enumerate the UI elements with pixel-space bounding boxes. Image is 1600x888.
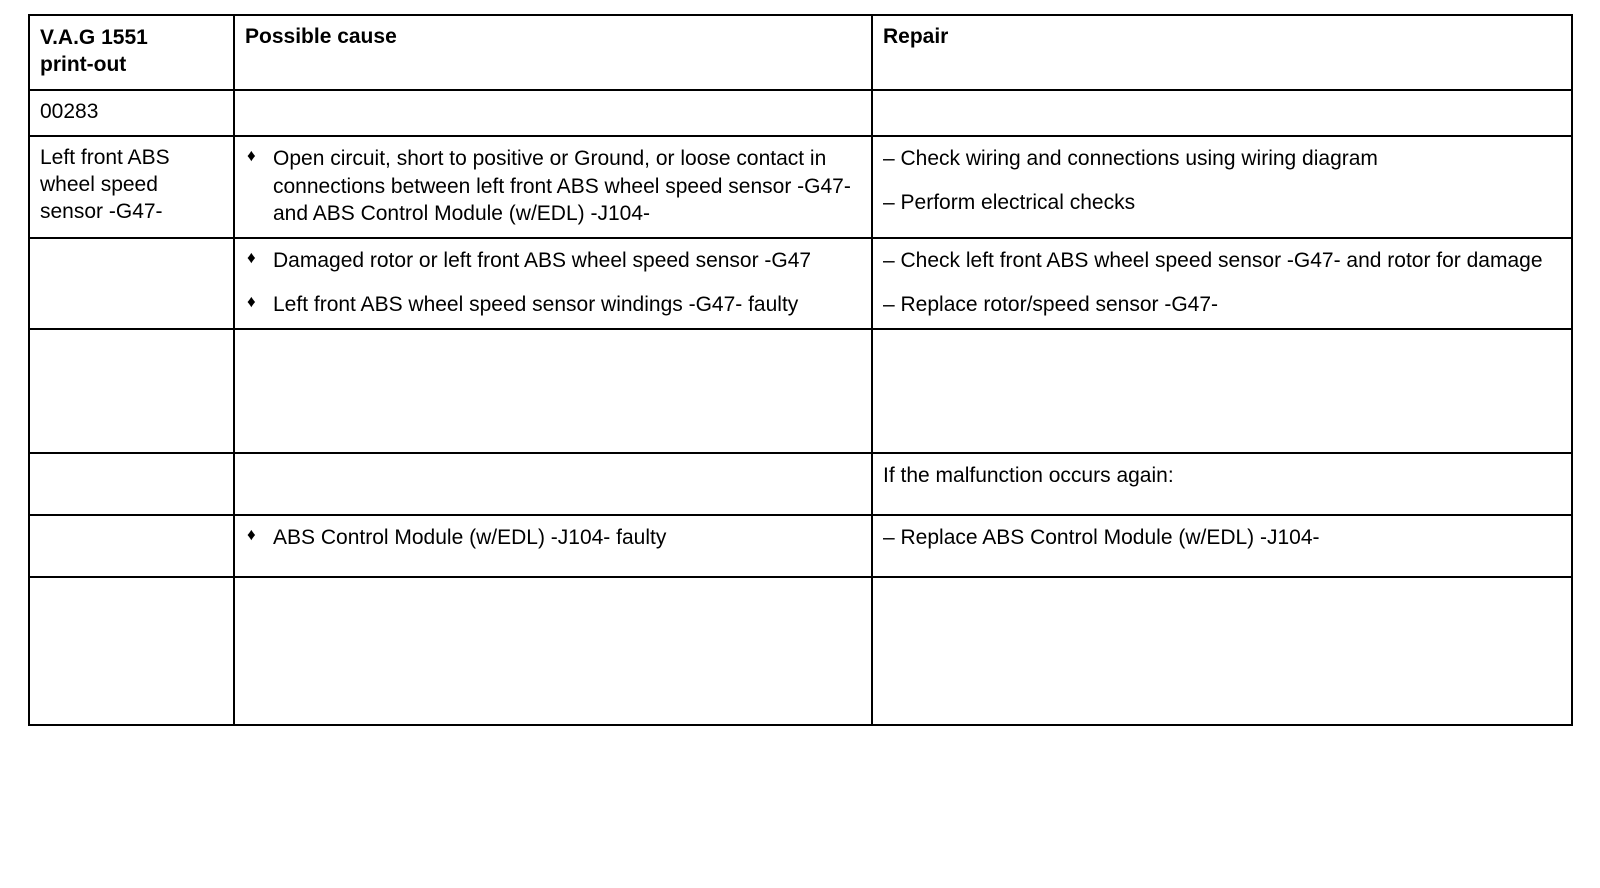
- malfunction-note-text: If the malfunction occurs again:: [883, 463, 1174, 487]
- list-item: [245, 145, 861, 227]
- repair-cell: [872, 515, 1572, 577]
- diamond-bullet-icon: ♦: [247, 291, 256, 311]
- repair-cell: [872, 238, 1572, 329]
- empty-repair-cell: [872, 577, 1572, 725]
- repair-text: – Perform electrical checks: [883, 190, 1136, 214]
- empty-label-cell: [29, 453, 234, 515]
- diamond-bullet-icon: ♦: [247, 248, 256, 268]
- table-row: [29, 515, 1572, 577]
- list-item: [245, 291, 861, 318]
- header-printout-line2: print-out: [40, 53, 127, 77]
- cause-text: ABS Control Module (w/EDL) -J104- faulty: [273, 525, 667, 549]
- header-cell-printout: [29, 15, 234, 90]
- malfunction-note-cell: [872, 453, 1572, 515]
- component-label-line1: Left front ABS: [40, 146, 170, 170]
- cause-cell: [234, 136, 872, 238]
- component-label-line3: sensor -G47-: [40, 200, 163, 224]
- diamond-bullet-icon: ♦: [247, 524, 256, 544]
- table-row: [29, 453, 1572, 515]
- header-cell-possible-cause: Possible cause: [234, 15, 872, 90]
- table-row: [29, 90, 1572, 137]
- empty-cause-cell: [234, 90, 872, 137]
- fault-code-table: [28, 14, 1573, 726]
- table-row: [29, 238, 1572, 329]
- table-row: [29, 136, 1572, 238]
- table-header-row: [29, 15, 1572, 90]
- repair-text: – Check wiring and connections using wiring diagram: [883, 147, 1378, 171]
- cause-text: Open circuit, short to positive or Ground, or loose contact in connections between left front ABS wheel speed sensor -G47- and ABS Control Module (w/EDL) -J104-: [273, 147, 851, 226]
- cause-text: Damaged rotor or left front ABS wheel speed sensor -G47: [273, 249, 812, 273]
- table-row: [29, 577, 1572, 725]
- empty-label-cell: [29, 515, 234, 577]
- empty-cause-cell: [234, 577, 872, 725]
- list-item: [245, 524, 861, 551]
- list-item: [245, 247, 861, 274]
- fault-code-value: 00283: [29, 90, 234, 137]
- empty-label-cell: [29, 329, 234, 453]
- diamond-bullet-icon: ♦: [247, 146, 256, 166]
- cause-list: [245, 247, 861, 318]
- repair-text: – Check left front ABS wheel speed sensor -G47- and rotor for damage: [883, 249, 1543, 273]
- cause-cell: [234, 515, 872, 577]
- cause-text: Left front ABS wheel speed sensor windings -G47- faulty: [273, 292, 799, 316]
- cause-cell: [234, 238, 872, 329]
- empty-cause-cell: [234, 453, 872, 515]
- repair-text: – Replace rotor/speed sensor -G47-: [883, 292, 1219, 316]
- component-label-cell: [29, 136, 234, 238]
- cause-list: [245, 145, 861, 227]
- empty-repair-cell: [872, 329, 1572, 453]
- empty-label-cell: [29, 577, 234, 725]
- repair-text: – Replace ABS Control Module (w/EDL) -J104-: [883, 525, 1320, 549]
- cause-list: [245, 524, 861, 551]
- empty-repair-cell: [872, 90, 1572, 137]
- header-cell-repair: Repair: [872, 15, 1572, 90]
- empty-label-cell: [29, 238, 234, 329]
- table-row: [29, 329, 1572, 453]
- header-printout-line1: V.A.G 1551: [40, 26, 148, 49]
- empty-cause-cell: [234, 329, 872, 453]
- repair-cell: [872, 136, 1572, 238]
- component-label-line2: wheel speed: [40, 173, 158, 197]
